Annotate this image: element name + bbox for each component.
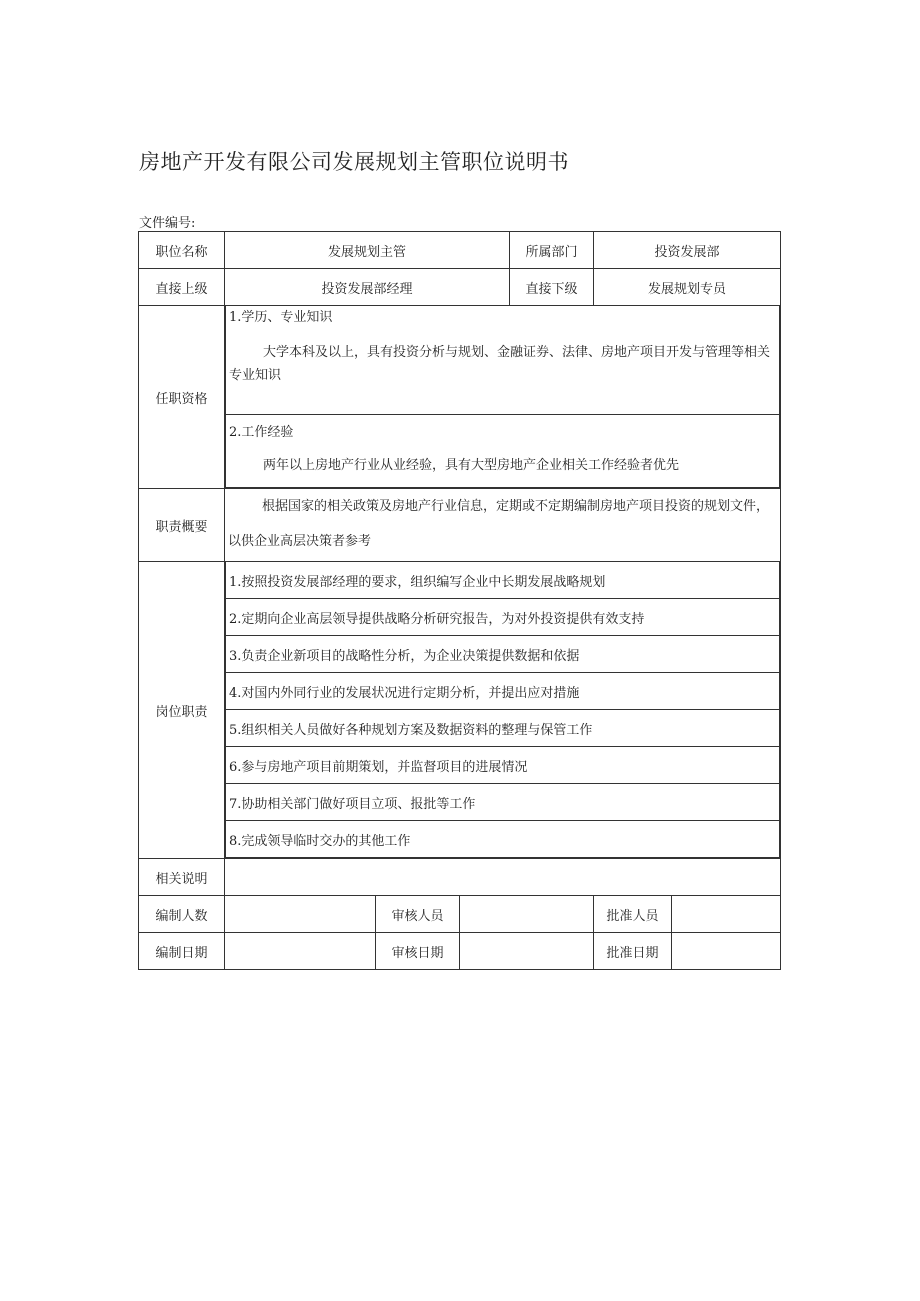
approver-label: 批准人员 — [594, 896, 672, 933]
education-title: 1.学历、专业知识 — [229, 310, 333, 325]
duty-item: 5.组织相关人员做好各种规划方案及数据资料的整理与保管工作 — [226, 710, 780, 747]
author-date-value — [225, 933, 376, 970]
education-text: 大学本科及以上，具有投资分析与规划、金融证券、法律、房地产项目开发与管理等相关专业知识 — [229, 345, 771, 383]
approve-date-value — [672, 933, 781, 970]
position-name-value: 发展规划主管 — [225, 232, 510, 269]
superior-label: 直接上级 — [139, 269, 225, 306]
duties-list — [225, 562, 780, 858]
qualifications-label: 任职资格 — [139, 306, 225, 489]
duty-item: 6.参与房地产项目前期策划，并监督项目的进展情况 — [226, 747, 780, 784]
duty-item: 4.对国内外同行业的发展状况进行定期分析，并提出应对措施 — [226, 673, 780, 710]
notes-label: 相关说明 — [139, 859, 225, 896]
duty-item: 3.负责企业新项目的战略性分析，为企业决策提供数据和依据 — [226, 636, 780, 673]
position-name-label: 职位名称 — [139, 232, 225, 269]
superior-value: 投资发展部经理 — [225, 269, 510, 306]
doc-number-label: 文件编号: — [139, 216, 196, 231]
review-date-value — [460, 933, 594, 970]
department-value: 投资发展部 — [594, 232, 781, 269]
page-title: 房地产开发有限公司发展规划主管职位说明书 — [139, 150, 569, 174]
review-date-label: 审核日期 — [376, 933, 460, 970]
reviewer-label: 审核人员 — [376, 896, 460, 933]
author-date-label: 编制日期 — [139, 933, 225, 970]
notes-value — [225, 859, 781, 896]
subordinate-value: 发展规划专员 — [594, 269, 781, 306]
experience-text: 两年以上房地产行业从业经验，具有大型房地产企业相关工作经验者优先 — [263, 458, 680, 473]
approver-value — [672, 896, 781, 933]
duties-label: 岗位职责 — [139, 562, 225, 859]
job-description-table — [138, 231, 781, 970]
author-value — [225, 896, 376, 933]
department-label: 所属部门 — [510, 232, 594, 269]
experience-title: 2.工作经验 — [229, 425, 294, 440]
summary-text: 根据国家的相关政策及房地产行业信息，定期或不定期编制房地产项目投资的规划文件，以供企业高层决策者参考 — [228, 499, 770, 549]
reviewer-value — [460, 896, 594, 933]
approve-date-label: 批准日期 — [594, 933, 672, 970]
subordinate-label: 直接下级 — [510, 269, 594, 306]
duty-item: 8.完成领导临时交办的其他工作 — [226, 821, 780, 858]
duty-item: 2.定期向企业高层领导提供战略分析研究报告，为对外投资提供有效支持 — [226, 599, 780, 636]
duty-item: 1.按照投资发展部经理的要求，组织编写企业中长期发展战略规划 — [226, 562, 780, 599]
summary-label: 职责概要 — [139, 489, 225, 562]
author-label: 编制人数 — [139, 896, 225, 933]
qualifications-section — [225, 306, 780, 488]
duty-item: 7.协助相关部门做好项目立项、报批等工作 — [226, 784, 780, 821]
